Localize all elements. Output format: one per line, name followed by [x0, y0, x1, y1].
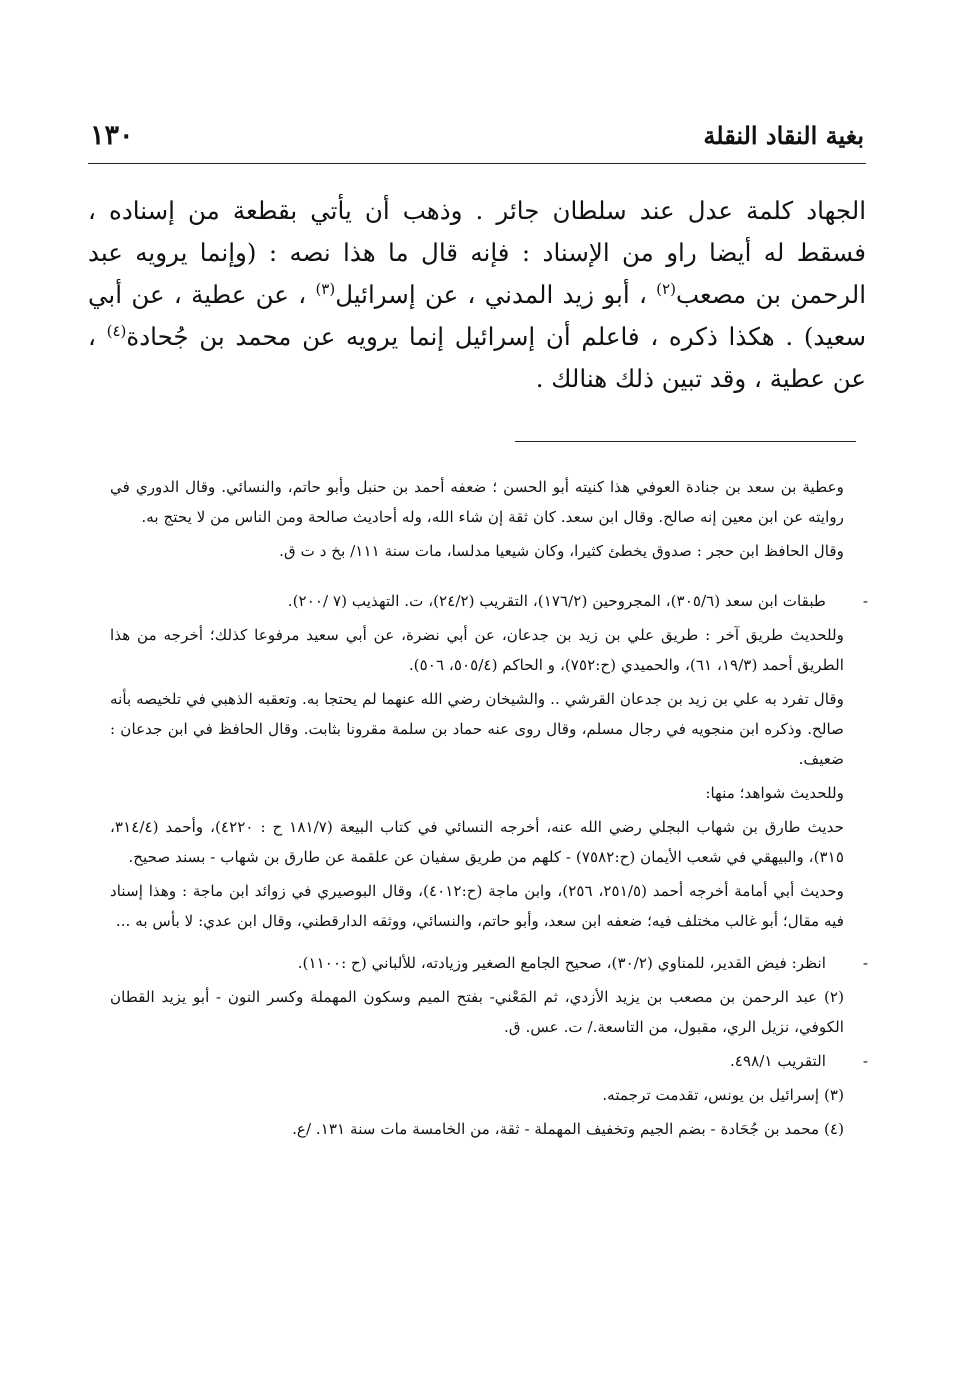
footnote-paragraph: حديث طارق بن شهاب البجلي رضي الله عنه، أخرجه النسائي في كتاب البيعة (١٨١/٧ ح : ٤٢٢٠)، وأحمد (٣١٤/٤، ٣١٥)، والبيهقي في شعب الأيمان (ح:٧٥٨٢) - كلهم من طريق سفيان عن علقمة عن طارق بن شهاب - بسند صحيح. — [110, 818, 844, 866]
footnote-paragraph: وللحديث شواهد؛ منها: — [705, 784, 844, 802]
footnote-dash-item — [110, 1046, 868, 1076]
footnote-text: انظر: فيض القدير، للمناوي (٣٠/٢)، صحيح الجامع الصغير وزيادته، للألباني (ح :١١٠٠). — [297, 954, 826, 972]
footnote-paragraph: وقال تفرد به علي بن زيد بن جدعان القرشي .. والشيخان رضي الله عنهما لم يحتجا به. وتعقبه الذهبي في تلخيصه بأنه صالح. وذكره ابن منجويه في رجال مسلم، وقال روى عنه حماد بن سلمة مقرونا بثابت. وقال الحافظ في ابن جدعان : ضعيف. — [110, 690, 844, 768]
main-text-segment: ، أبو زيد المدني ، عن إسرائيل — [335, 280, 657, 309]
footnote-paragraph: وحديث أبي أمامة أخرجه أحمد (٢٥١/٥، ٢٥٦)، وابن ماجة (ح:٤٠١٢)، وقال البوصيري في زوائد ابن ماجة : وهذا إسناد فيه مقال؛ أبو غالب مختلف فيه؛ ضعفه ابن سعد، وأبو حاتم، والنسائي، ووثقه الدارقطني، وقال ابن عدي: لا بأس به ... — [110, 882, 844, 930]
footnote-ref-2: (٢) — [656, 279, 676, 298]
main-paragraph — [88, 190, 866, 400]
main-text-segment: ، عن عطية ، وقد تبين ذلك هنالك . — [88, 322, 866, 393]
page-number: ١٣٠ — [90, 119, 134, 151]
footnotes — [110, 472, 868, 1148]
dash-mark: - — [862, 1052, 868, 1070]
dash-mark: - — [862, 592, 868, 610]
main-text — [88, 190, 866, 400]
footnote-text: طبقات ابن سعد (٣٠٥/٦)، المجروحين (١٧٦/٢)، التقريب (٢٤/٢)، ت. التهذيب (٧ /٢٠٠). — [287, 592, 826, 610]
footnote-dash-item — [110, 586, 868, 616]
header-divider — [88, 163, 866, 164]
footnote-text: التقريب ٤٩٨/١. — [729, 1052, 826, 1070]
footnote-ref-4: (٤) — [106, 321, 127, 340]
footnote-2: (٢) عبد الرحمن بن مصعب بن يزيد الأزدي، ثم المَعْني- بفتح الميم وسكون المهملة وكسر النون - أبو يزيد القطان الكوفي، نزيل الري، مقبول، من التاسعة./ ت. عس. ق. — [110, 988, 844, 1036]
page-header — [90, 112, 864, 158]
main-text-segment: الجهاد كلمة عدل عند سلطان جائر . وذهب أن يأتي بقطعة من إسناده ، فسقط له أيضا راو من الإسناد : فإنه قال ما هذا نصه : (وإنما يرويه عبد الرحمن بن مصعب — [88, 196, 866, 309]
dash-mark: - — [862, 954, 868, 972]
footnote-divider — [515, 441, 856, 442]
footnote-ref-3: (٣) — [315, 279, 336, 298]
footnote-paragraph: وقال الحافظ ابن حجر : صدوق يخطئ كثيرا، وكان شيعيا مدلسا، مات سنة ١١١/ بخ د ت ق. — [279, 542, 844, 560]
footnote-3: (٣) إسرائيل بن يونس، تقدمت ترجمته. — [602, 1086, 844, 1104]
main-text-segment: ، عن عطية ، عن أبي سعيد) . هكذا ذكره ، فاعلم أن إسرائيل إنما يرويه عن محمد بن جُحادة — [88, 280, 866, 351]
footnote-dash-item — [110, 948, 868, 978]
running-title: بغية النقاد النقلة — [703, 120, 864, 150]
footnote-paragraph: وعطية بن سعد بن جنادة العوفي هذا كنيته أبو الحسن ؛ ضعفه أحمد بن حنبل وأبو حاتم، والنسائي. وقال الدوري في روايته عن ابن معين إنه صالح. وقال ابن سعد. كان ثقة إن شاء الله، وله أحاديث صالحة ومن الناس من لا يحتج به. — [110, 478, 844, 526]
footnote-4: (٤) محمد بن جُحَادة - بضم الجيم وتخفيف المهملة - ثقة، من الخامسة مات سنة ١٣١. /ع. — [292, 1120, 844, 1138]
footnote-paragraph: وللحديث طريق آخر : طريق علي بن زيد بن جدعان، عن أبي نضرة، عن أبي سعيد مرفوعا كذلك؛ أخرجه من هذا الطريق أحمد (١٩/٣، ٦١)، والحميدي (ح:٧٥٢)، و الحاكم (٥٠٥/٤، ٥٠٦). — [110, 626, 844, 674]
